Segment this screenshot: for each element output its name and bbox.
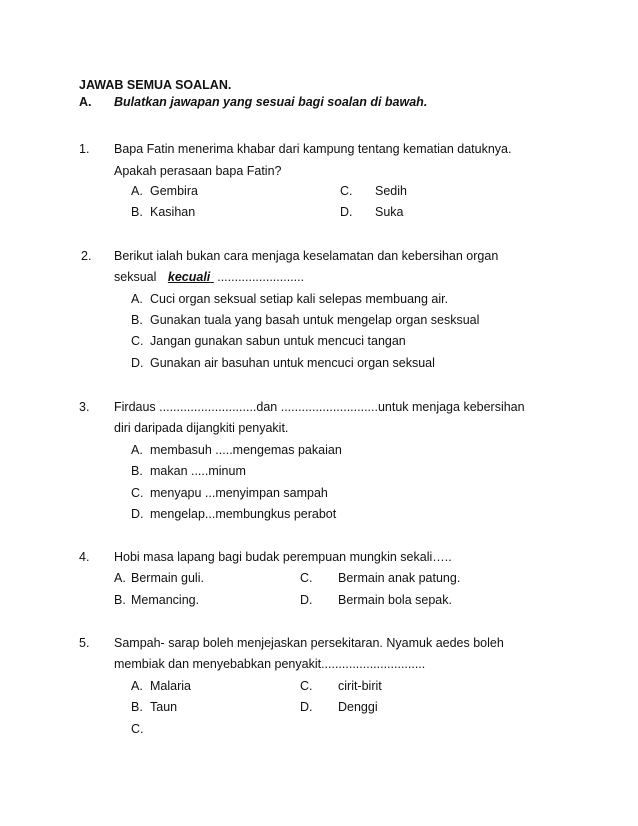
- option-label: C.: [131, 334, 144, 348]
- question-text: diri daripada dijangkiti penyakit.: [114, 421, 289, 435]
- option-text: Gunakan tuala yang basah untuk mengelap organ sesksual: [150, 313, 480, 327]
- question-number: 4.: [79, 550, 90, 564]
- keyword-kecuali: kecuali: [167, 270, 211, 284]
- option-text: cirit-birit: [338, 679, 382, 693]
- option-text: mengelap...membungkus perabot: [150, 507, 337, 521]
- option-text: Malaria: [150, 679, 191, 693]
- section-label: A.: [79, 95, 92, 109]
- option-label: B.: [131, 205, 143, 219]
- option-label: A.: [131, 679, 143, 693]
- question-text: Sampah- sarap boleh menjejaskan persekitaran. Nyamuk aedes boleh: [114, 636, 504, 650]
- option-text: Jangan gunakan sabun untuk mencuci tangan: [150, 334, 406, 348]
- question-text-prefix: seksual: [114, 270, 157, 284]
- question-text: Berikut ialah bukan cara menjaga keselamatan dan kebersihan organ: [114, 249, 499, 263]
- option-text: Gunakan air basuhan untuk mencuci organ seksual: [150, 356, 435, 370]
- option-label: C.: [131, 722, 144, 736]
- question-text: Firdaus ............................dan ............................untuk menjaga kebersihan: [114, 400, 525, 414]
- option-text: Bermain bola sepak.: [338, 593, 452, 607]
- option-text: Kasihan: [150, 205, 196, 219]
- option-label: D.: [131, 356, 144, 370]
- question-text: membiak dan menyebabkan penyakit..............................: [114, 657, 426, 671]
- option-text: Cuci organ seksual setiap kali selepas membuang air.: [150, 292, 449, 306]
- section-instruction: Bulatkan jawapan yang sesuai bagi soalan di bawah.: [114, 95, 428, 109]
- option-text: makan .....minum: [150, 464, 246, 478]
- instruction-heading: JAWAB SEMUA SOALAN.: [79, 78, 232, 92]
- option-text: Taun: [150, 700, 178, 714]
- option-text: menyapu ...menyimpan sampah: [150, 486, 328, 500]
- option-label: D.: [131, 507, 144, 521]
- option-label: B.: [131, 313, 143, 327]
- question-text: Bapa Fatin menerima khabar dari kampung tentang kematian datuknya.: [114, 142, 512, 156]
- option-label: C.: [300, 571, 313, 585]
- option-label: A.: [131, 184, 143, 198]
- option-label: B.: [131, 700, 143, 714]
- question-number: 5.: [79, 636, 90, 650]
- question-text: Hobi masa lapang bagi budak perempuan mungkin sekali…..: [114, 550, 452, 564]
- question-number: 1.: [79, 142, 90, 156]
- option-text: Gembira: [150, 184, 198, 198]
- option-label: C.: [300, 679, 313, 693]
- option-label: B.: [131, 464, 143, 478]
- option-label: D.: [300, 593, 313, 607]
- question-number: 3.: [79, 400, 90, 414]
- option-text: Bermain anak patung.: [338, 571, 461, 585]
- option-label: A.: [131, 292, 143, 306]
- option-text: Denggi: [338, 700, 378, 714]
- option-text: Sedih: [375, 184, 407, 198]
- question-number: 2.: [81, 249, 92, 263]
- option-label: D.: [340, 205, 353, 219]
- option-label: A.: [114, 571, 126, 585]
- option-text: Suka: [375, 205, 404, 219]
- answer-blank: .........................: [217, 270, 305, 284]
- question-text: [114, 270, 304, 284]
- option-label: A.: [131, 443, 143, 457]
- option-label: C.: [131, 486, 144, 500]
- option-label: B.: [114, 593, 126, 607]
- option-text: Memancing.: [131, 593, 200, 607]
- option-label: C.: [340, 184, 353, 198]
- question-text: Apakah perasaan bapa Fatin?: [114, 164, 282, 178]
- option-label: D.: [300, 700, 313, 714]
- option-text: Bermain guli.: [131, 571, 204, 585]
- option-text: membasuh .....mengemas pakaian: [150, 443, 342, 457]
